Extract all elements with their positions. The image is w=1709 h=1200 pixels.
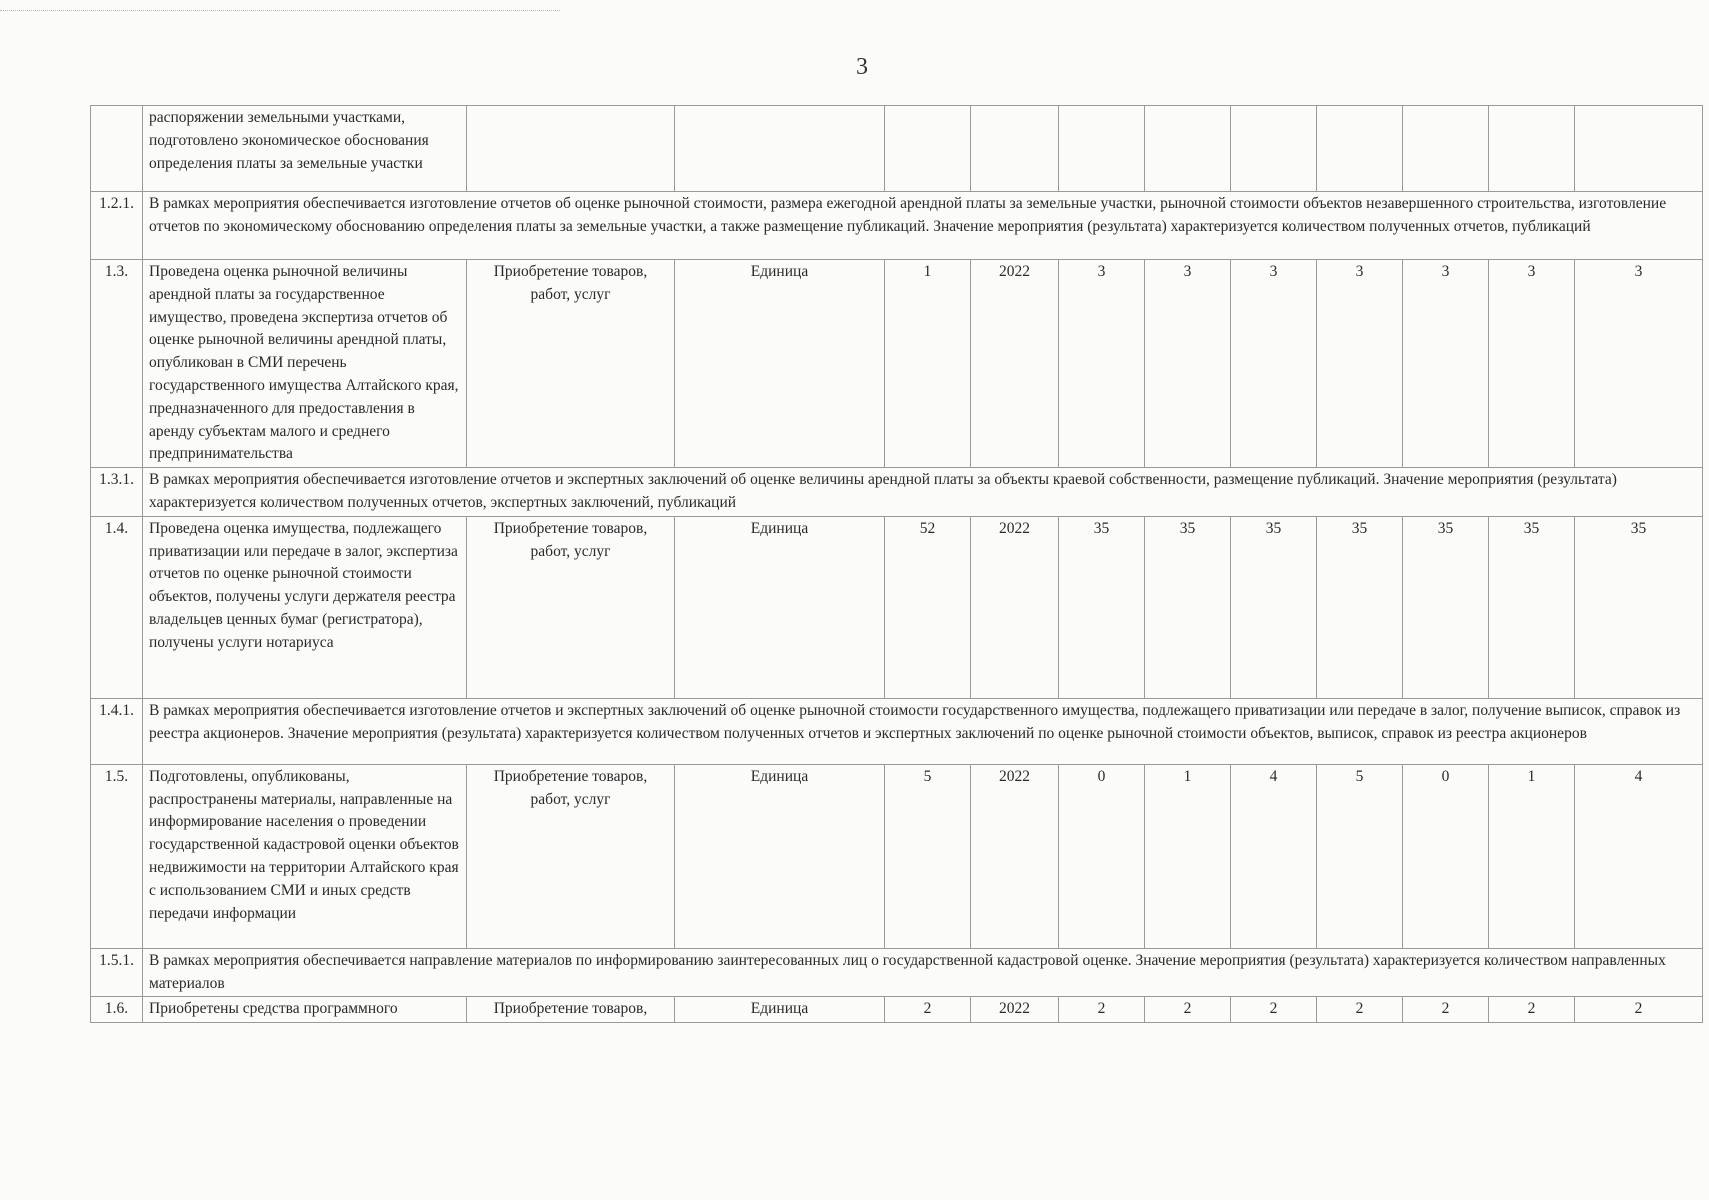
value-cell [885, 106, 971, 192]
value-cell: 3 [1403, 260, 1489, 468]
table-row [91, 948, 1703, 997]
value-cell: 2022 [971, 997, 1059, 1023]
value-cell: 4 [1231, 764, 1317, 948]
value-cell [1403, 106, 1489, 192]
measures-table [90, 105, 1703, 1023]
measure-type: Приобретение товаров, работ, услуг [467, 764, 675, 948]
value-cell [1231, 106, 1317, 192]
value-cell: 35 [1489, 516, 1575, 698]
row-number: 1.2.1. [91, 192, 143, 260]
measure-type [467, 106, 675, 192]
row-number: 1.5.1. [91, 948, 143, 997]
measure-name: Приобретены средства программного [143, 997, 467, 1023]
value-cell [1575, 106, 1703, 192]
value-cell: 5 [885, 764, 971, 948]
value-cell [1489, 106, 1575, 192]
value-cell: 3 [1575, 260, 1703, 468]
value-cell: 4 [1575, 764, 1703, 948]
row-number: 1.5. [91, 764, 143, 948]
measure-name: распоряжении земельными участками, подготовлено экономическое обоснования определения платы за земельные участки [143, 106, 467, 192]
value-cell: 0 [1059, 764, 1145, 948]
value-cell: 3 [1059, 260, 1145, 468]
page-number: 3 [856, 54, 868, 80]
value-cell: 2 [1145, 997, 1231, 1023]
value-cell: 2 [1403, 997, 1489, 1023]
value-cell: 35 [1145, 516, 1231, 698]
value-cell: 52 [885, 516, 971, 698]
measure-type: Приобретение товаров, работ, услуг [467, 516, 675, 698]
value-cell [1145, 106, 1231, 192]
value-cell: 35 [1231, 516, 1317, 698]
measure-description: В рамках мероприятия обеспечивается изготовление отчетов об оценке рыночной стоимости, размера ежегодной арендной платы за земельные участки, рыночной стоимости объектов незавершенного строительства, изготовление отчетов по экономическому обоснованию определения платы за земельные участки, а также размещение публикаций. Значение мероприятия (результата) характеризуется количеством полученных отчетов, публикаций [143, 192, 1703, 260]
value-cell [1317, 106, 1403, 192]
value-cell: 3 [1145, 260, 1231, 468]
table-row [91, 997, 1703, 1023]
measure-type: Приобретение товаров, [467, 997, 675, 1023]
measure-name: Проведена оценка рыночной величины арендной платы за государственное имущество, проведена экспертиза отчетов об оценке рыночной величины арендной платы, опубликован в СМИ перечень государственного имущества Алтайского края, предназначенного для предоставления в аренду субъектам малого и среднего предпринимательства [143, 260, 467, 468]
value-cell: 0 [1403, 764, 1489, 948]
value-cell: 2 [1489, 997, 1575, 1023]
value-cell: 3 [1317, 260, 1403, 468]
measure-name: Проведена оценка имущества, подлежащего приватизации или передаче в залог, экспертиза отчетов по оценке рыночной стоимости объектов, получены услуги держателя реестра владельцев ценных бумаг (регистратора), получены услуги нотариуса [143, 516, 467, 698]
table-row [91, 516, 1703, 698]
measure-unit: Единица [675, 764, 885, 948]
value-cell: 2022 [971, 516, 1059, 698]
value-cell: 1 [1145, 764, 1231, 948]
value-cell: 2 [1575, 997, 1703, 1023]
measure-description: В рамках мероприятия обеспечивается направление материалов по информированию заинтересованных лиц о государственной кадастровой оценке. Значение мероприятия (результата) характеризуется количеством направленных материалов [143, 948, 1703, 997]
table-row [91, 260, 1703, 468]
measure-unit: Единица [675, 997, 885, 1023]
value-cell: 2022 [971, 260, 1059, 468]
value-cell: 2 [1317, 997, 1403, 1023]
row-number: 1.3.1. [91, 468, 143, 517]
row-number: 1.4.1. [91, 698, 143, 764]
measure-description: В рамках мероприятия обеспечивается изготовление отчетов и экспертных заключений об оценке величины арендной платы за объекты краевой собственности, размещение публикаций. Значение мероприятия (результата) характеризуется количеством полученных отчетов, экспертных заключений, публикаций [143, 468, 1703, 517]
value-cell: 35 [1575, 516, 1703, 698]
row-number: 1.4. [91, 516, 143, 698]
measure-unit [675, 106, 885, 192]
table-row [91, 468, 1703, 517]
table-row [91, 698, 1703, 764]
measure-unit: Единица [675, 516, 885, 698]
row-number: 1.3. [91, 260, 143, 468]
table-row [91, 192, 1703, 260]
table-body [91, 106, 1703, 1023]
value-cell: 35 [1317, 516, 1403, 698]
measure-type: Приобретение товаров, работ, услуг [467, 260, 675, 468]
value-cell: 2 [1231, 997, 1317, 1023]
value-cell: 1 [1489, 764, 1575, 948]
value-cell: 2022 [971, 764, 1059, 948]
value-cell: 1 [885, 260, 971, 468]
table-row [91, 106, 1703, 192]
value-cell: 2 [885, 997, 971, 1023]
table-row [91, 764, 1703, 948]
value-cell: 35 [1403, 516, 1489, 698]
value-cell: 35 [1059, 516, 1145, 698]
row-number [91, 106, 143, 192]
value-cell: 3 [1489, 260, 1575, 468]
measure-name: Подготовлены, опубликованы, распространены материалы, направленные на информирование населения о проведении государственной кадастровой оценки объектов недвижимости на территории Алтайского края с использованием СМИ и иных средств передачи информации [143, 764, 467, 948]
value-cell [1059, 106, 1145, 192]
measure-description: В рамках мероприятия обеспечивается изготовление отчетов и экспертных заключений об оценке рыночной стоимости государственного имущества, подлежащего приватизации или передаче в залог, получение выписок, справок из реестра акционеров. Значение мероприятия (результата) характеризуется количеством полученных отчетов и экспертных заключений по оценке рыночной стоимости объектов, выписок, справок из реестра акционеров [143, 698, 1703, 764]
value-cell: 5 [1317, 764, 1403, 948]
value-cell [971, 106, 1059, 192]
value-cell: 2 [1059, 997, 1145, 1023]
measure-unit: Единица [675, 260, 885, 468]
row-number: 1.6. [91, 997, 143, 1023]
scan-edge-line [0, 10, 560, 11]
value-cell: 3 [1231, 260, 1317, 468]
